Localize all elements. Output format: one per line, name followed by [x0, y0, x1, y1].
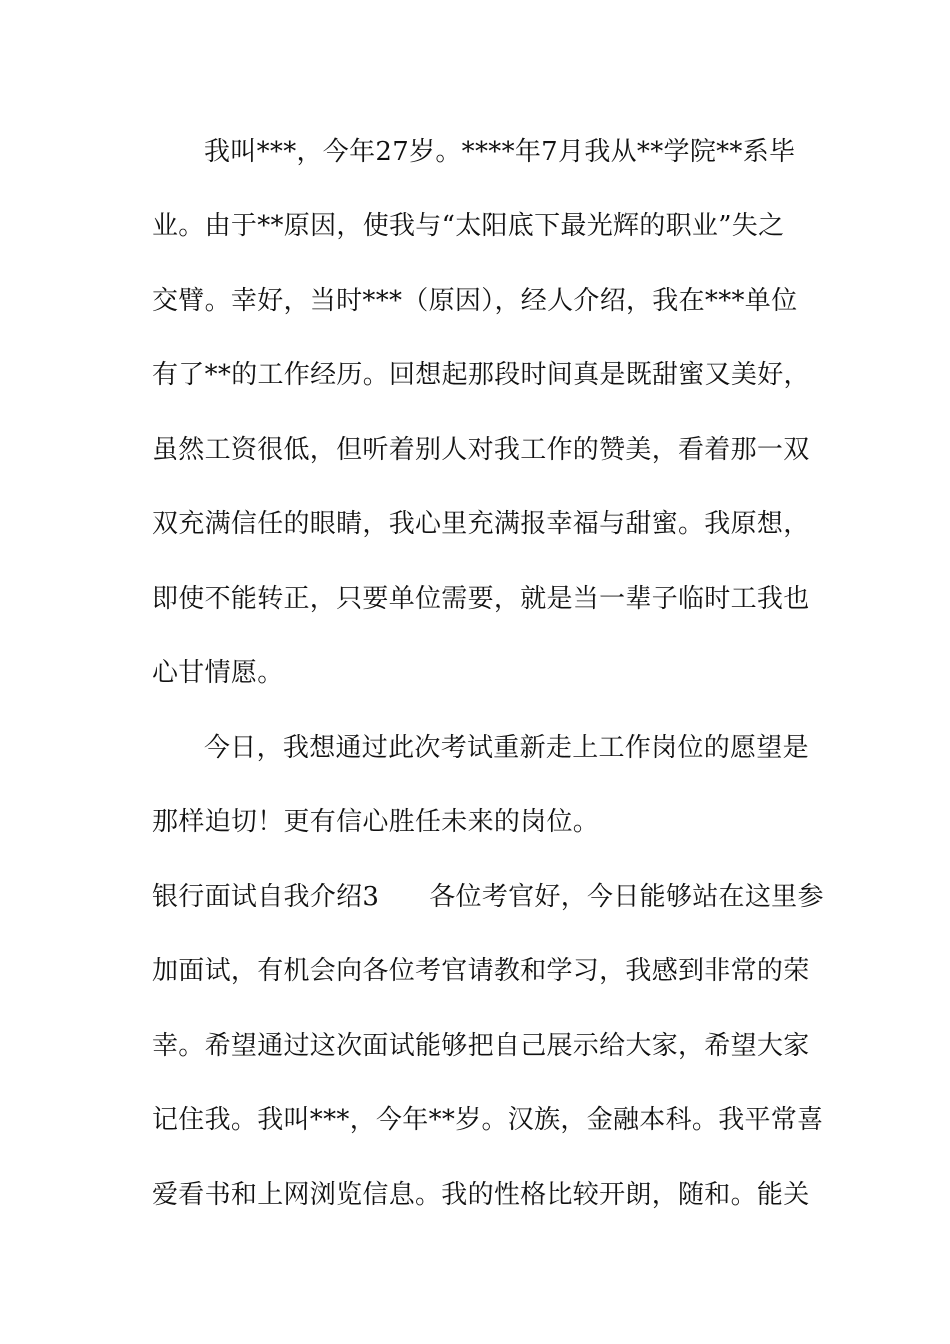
paragraph-line: 我叫***，今年27岁。****年7月我从**学院**系毕 — [204, 137, 796, 167]
paragraph-text: 各位考官好，今日能够站在这里参 — [429, 882, 824, 912]
paragraph-line: 虽然工资很低，但听着别人对我工作的赞美，看着那一双 — [152, 435, 810, 465]
paragraph-line: 双充满信任的眼睛，我心里充满报幸福与甜蜜。我原想， — [152, 509, 810, 539]
paragraph-line: 即使不能转正，只要单位需要，就是当一辈子临时工我也 — [152, 584, 810, 614]
paragraph-line: 爱看书和上网浏览信息。我的性格比较开朗，随和。能关 — [152, 1180, 810, 1210]
section-heading: 银行面试自我介绍3 — [152, 882, 380, 912]
paragraph-line: 幸。希望通过这次面试能够把自己展示给大家，希望大家 — [152, 1031, 810, 1061]
paragraph-line: 心甘情愿。 — [152, 658, 284, 688]
paragraph-line: 业。由于**原因，使我与“太阳底下最光辉的职业”失之 — [152, 211, 785, 241]
paragraph-line: 记住我。我叫***，今年**岁。汉族，金融本科。我平常喜 — [152, 1105, 824, 1135]
paragraph-line: 交臂。幸好，当时***（原因），经人介绍，我在***单位 — [152, 286, 798, 316]
paragraph-line: 那样迫切！更有信心胜任未来的岗位。 — [152, 807, 600, 837]
paragraph-line: 加面试，有机会向各位考官请教和学习，我感到非常的荣 — [152, 956, 810, 986]
paragraph-line: 有了**的工作经历。回想起那段时间真是既甜蜜又美好， — [152, 360, 810, 390]
section-heading-line — [152, 882, 824, 912]
paragraph-line: 今日，我想通过此次考试重新走上工作岗位的愿望是 — [204, 733, 809, 763]
